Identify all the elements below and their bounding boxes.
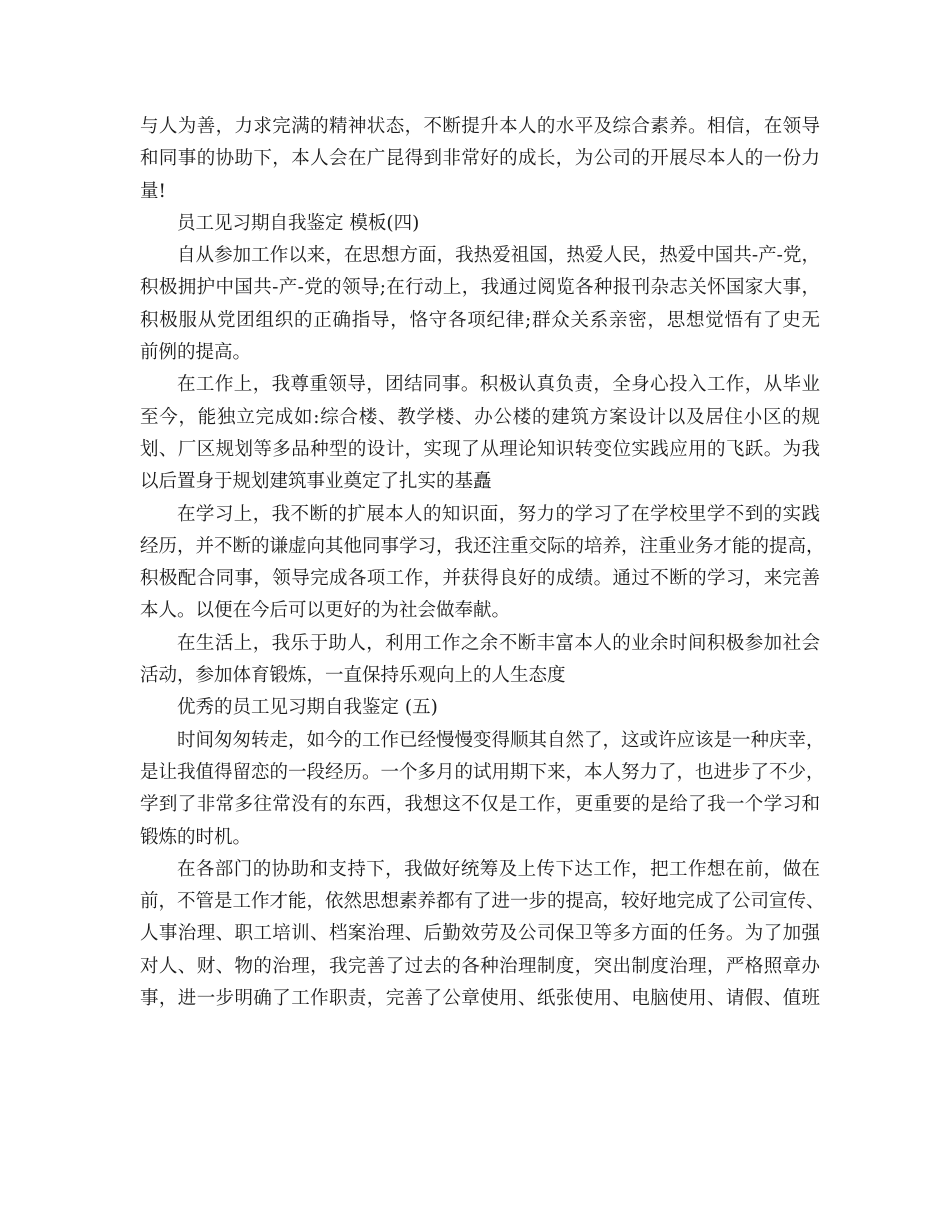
text-line: 经历，并不断的谦虚向其他同事学习，我还注重交际的培养，注重业务才能的提高， <box>140 535 825 557</box>
text-line: 锻炼的时机。 <box>140 826 252 848</box>
section-heading: 员工见习期自我鉴定 模板(四) <box>177 212 420 234</box>
text-line: 自从参加工作以来，在思想方面，我热爱祖国，热爱人民，热爱中国共-产-党， <box>177 245 820 267</box>
text-line: 活动，参加体育锻炼，一直保持乐观向上的人生态度 <box>140 665 566 687</box>
text-line: 与人为善，力求完满的精神状态，不断提升本人的水平及综合素养。相信，在领导 <box>140 116 820 137</box>
text-line: 对人、财、物的治理，我完善了过去的各种治理制度，突出制度治理，严格照章办 <box>140 955 820 977</box>
section-heading: 优秀的员工见习期自我鉴定 (五) <box>177 697 438 719</box>
document-body <box>140 111 825 1015</box>
text-line: 至今，能独立完成如:综合楼、教学楼、办公楼的建筑方案设计以及居住小区的规 <box>140 406 820 428</box>
text-line: 时间匆匆转走，如今的工作已经慢慢变得顺其自然了，这或许应该是一种庆幸， <box>177 729 825 751</box>
text-line: 以后置身于规划建筑事业奠定了扎实的基矗 <box>140 471 492 493</box>
text-line: 本人。以便在今后可以更好的为社会做奉献。 <box>140 600 511 622</box>
text-line: 事，进一步明确了工作职责，完善了公章使用、纸张使用、电脑使用、请假、值班 <box>140 988 820 1010</box>
text-line: 量! <box>140 180 166 202</box>
text-line: 划、厂区规划等多品种型的设计，实现了从理论知识转变位实践应用的飞跃。为我 <box>140 438 820 460</box>
text-line: 积极拥护中国共-产-党的领导;在行动上，我通过阅览各种报刊杂志关怀国家大事， <box>140 277 820 299</box>
text-line: 在工作上，我尊重领导，团结同事。积极认真负责，全身心投入工作，从毕业 <box>177 374 820 396</box>
text-line: 和同事的协助下，本人会在广昆得到非常好的成长，为公司的开展尽本人的一份力 <box>140 148 820 170</box>
text-line: 是让我值得留恋的一段经历。一个多月的试用期下来，本人努力了，也进步了不少， <box>140 761 825 783</box>
text-line: 人事治理、职工培训、档案治理、后勤效劳及公司保卫等多方面的任务。为了加强 <box>140 923 820 945</box>
text-line: 在生活上，我乐于助人，利用工作之余不断丰富本人的业余时间积极参加社会 <box>177 632 820 654</box>
text-line: 积极服从党团组织的正确指导，恪守各项纪律;群众关系亲密，思想觉悟有了史无 <box>140 309 820 331</box>
text-line: 前例的提高。 <box>140 342 252 364</box>
text-line: 积极配合同事，领导完成各项工作，并获得良好的成绩。通过不断的学习，来完善 <box>140 568 820 590</box>
text-line: 学到了非常多往常没有的东西，我想这不仅是工作，更重要的是给了我一个学习和 <box>140 794 820 816</box>
text-line: 在各部门的协助和支持下，我做好统筹及上传下达工作，把工作想在前，做在 <box>177 858 820 880</box>
text-line: 前，不管是工作才能，依然思想素养都有了进一步的提高，较好地完成了公司宣传、 <box>140 891 825 913</box>
text-line: 在学习上，我不断的扩展本人的知识面，努力的学习了在学校里学不到的实践 <box>177 503 820 525</box>
